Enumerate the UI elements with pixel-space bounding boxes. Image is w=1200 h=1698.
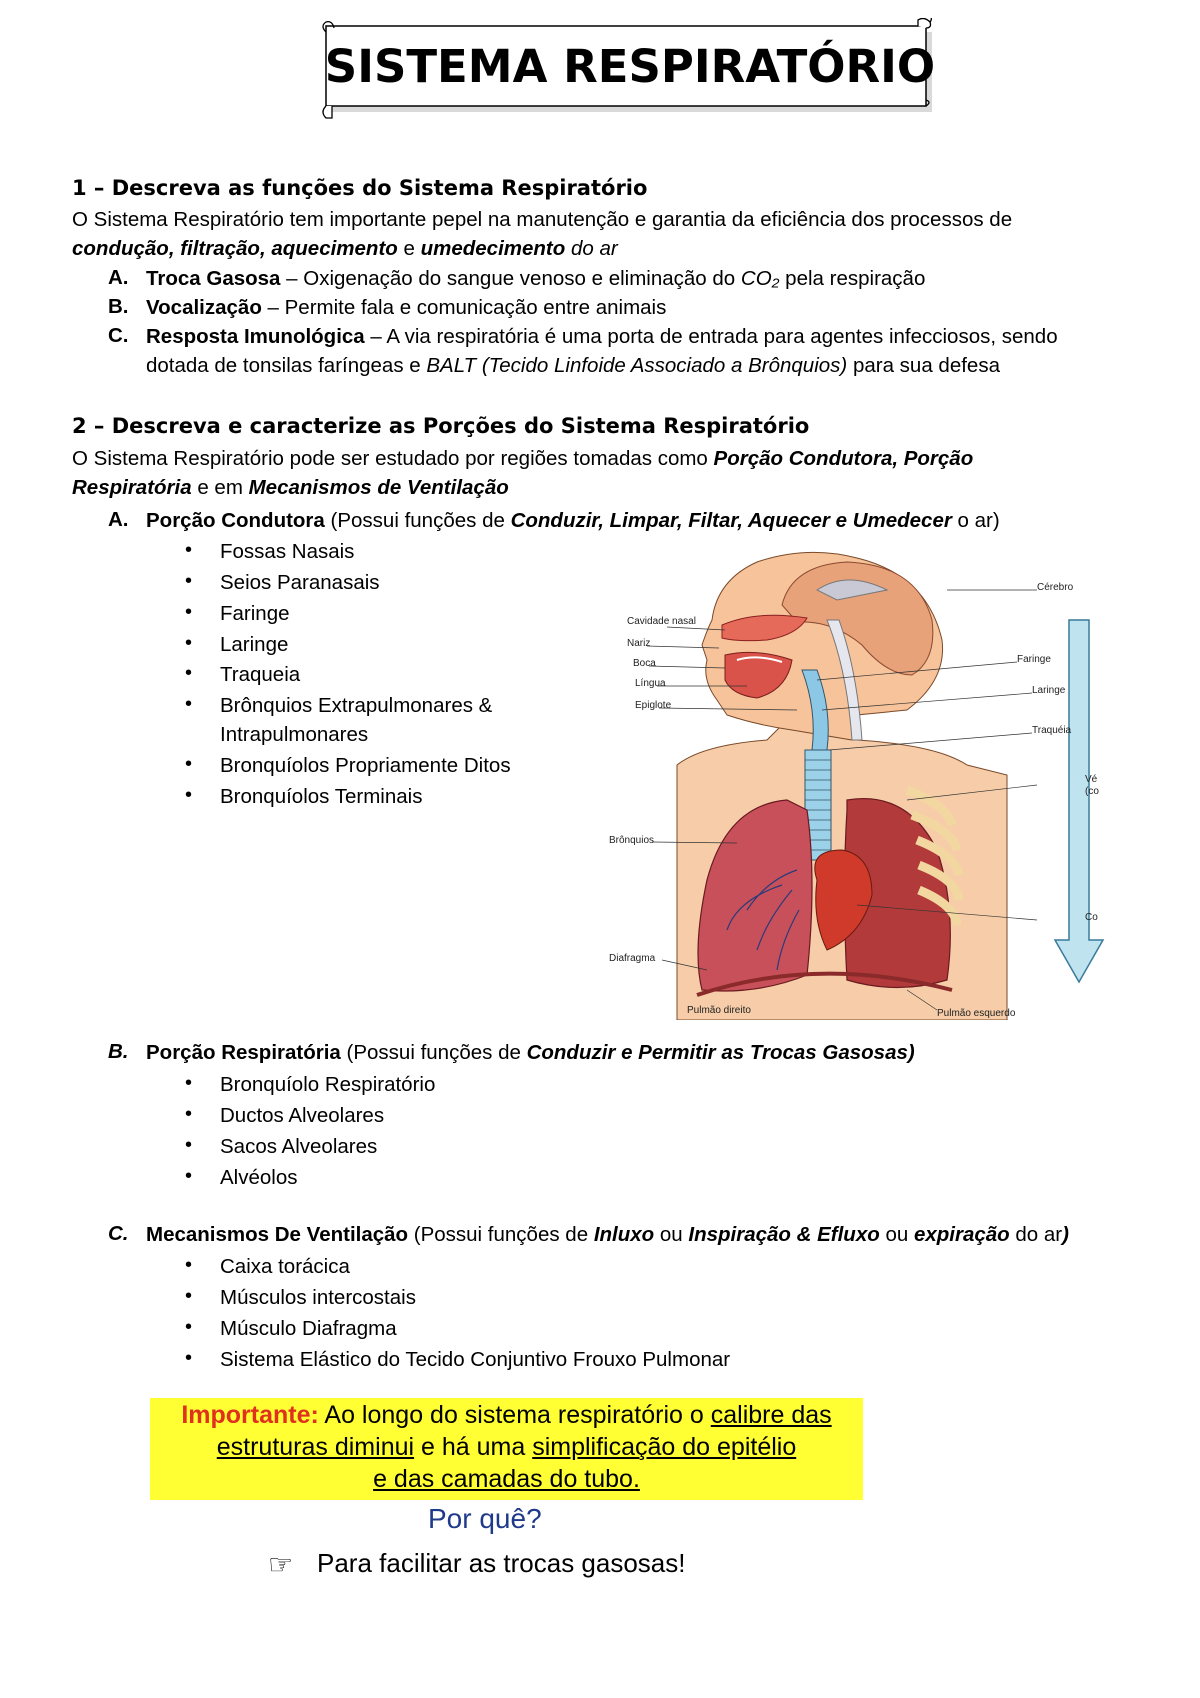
part-a-heading [146, 506, 1000, 535]
label-epiglote: Epiglote [635, 700, 672, 711]
bullet-dot: • [185, 1134, 193, 1156]
item-a-text: – Oxigenação do sangue venoso e eliminação do [280, 267, 741, 290]
part-c-close: ) [1062, 1223, 1069, 1246]
important-l2b: e há uma [414, 1433, 533, 1461]
intro-processes: condução, filtração, aquecimento [72, 237, 398, 260]
s2-intro-a: O Sistema Respiratório pode ser estudado por regiões tomadas como [72, 447, 714, 470]
item-a-title: Troca Gasosa [146, 267, 281, 290]
list-item: Sistema Elástico do Tecido Conjuntivo Frouxo Pulmonar [220, 1348, 731, 1371]
section2-heading: 2 – Descreva e caracterize as Porções do Sistema Respiratório [72, 414, 810, 438]
pointing-hand-icon: ☞ [268, 1549, 294, 1580]
important-line-1 [150, 1401, 863, 1430]
important-label: Importante: [181, 1401, 319, 1429]
bullet-dot: • [185, 1316, 193, 1338]
bullet-dot: • [185, 693, 193, 715]
list-item: Seios Paranasais [220, 571, 380, 594]
important-l2c: simplificação do epitélio [532, 1433, 797, 1461]
item-c-title: Resposta Imunológica [146, 325, 365, 348]
respiratory-anatomy-figure [607, 550, 1135, 1020]
intro-and: e [397, 237, 421, 260]
bullet-dot: • [185, 1285, 193, 1307]
list-item: Brônquios Extrapulmonares & [220, 694, 493, 717]
item-c [146, 322, 1136, 380]
list-item: Sacos Alveolares [220, 1135, 378, 1158]
label-pulmao-esquerdo: Pulmão esquerdo [937, 1008, 1016, 1019]
bullet-dot: • [185, 662, 193, 684]
item-b-title: Vocalização [146, 296, 262, 319]
label-traqueia: Traquéia [1032, 725, 1072, 736]
list-item: Caixa torácica [220, 1255, 350, 1278]
part-a-letter: A. [108, 508, 129, 531]
list-item: Fossas Nasais [220, 540, 355, 563]
part-b-heading [146, 1038, 915, 1067]
part-c-post: do ar [1009, 1223, 1063, 1246]
part-a-post: o ar) [951, 509, 1000, 532]
label-cerebro: Cérebro [1037, 582, 1074, 593]
item-a [146, 264, 925, 293]
item-c-text: – A via respiratória é uma porta de entrada para agentes infecciosos, sendo [364, 325, 1058, 348]
item-b-text: – Permite fala e comunicação entre animais [261, 296, 667, 319]
item-c-line2c: para sua defesa [847, 354, 1000, 377]
label-bronquios: Brônquios [609, 835, 655, 846]
item-c-line2a: dotada de tonsilas faríngeas e [146, 354, 427, 377]
item-a-letter: A. [108, 266, 129, 289]
s2-intro-c: Respiratória [72, 476, 192, 499]
list-item: Faringe [220, 602, 290, 625]
bullet-dot: • [185, 632, 193, 654]
bullet-dot: • [185, 1347, 193, 1369]
part-c-title: Mecanismos De Ventilação [146, 1223, 409, 1246]
item-b-letter: B. [108, 295, 129, 318]
bullet-dot: • [185, 1254, 193, 1276]
s2-intro-b: Porção Condutora, Porção [713, 447, 974, 470]
label-vertebra: Vé [1085, 774, 1098, 785]
intro-line1: O Sistema Respiratório tem importante pepel na manutenção e garantia da eficiência dos processos de [72, 208, 1013, 231]
section1-heading: 1 – Descreva as funções do Sistema Respiratório [72, 176, 648, 200]
intro-umed: umedecimento [420, 237, 566, 260]
item-c-balt: BALT (Tecido Linfoide Associado a Brônquios) [426, 354, 848, 377]
bullet-dot: • [185, 570, 193, 592]
important-callout [150, 1398, 863, 1500]
bullet-dot: • [185, 1103, 193, 1125]
bullet-dot: • [185, 539, 193, 561]
label-lingua: Língua [635, 678, 666, 689]
part-c-f3: expiração [913, 1223, 1010, 1246]
list-item-continuation: Intrapulmonares [220, 723, 369, 746]
part-b-funcs: Conduzir e Permitir as Trocas Gasosas) [526, 1041, 915, 1064]
part-a-funcs: Conduzir, Limpar, Filtar, Aquecer e Umedecer [510, 509, 952, 532]
part-a-pre: (Possui funções de [324, 509, 511, 532]
bullet-dot: • [185, 1072, 193, 1094]
item-a-tail: pela respiração [779, 267, 926, 290]
important-l1b: calibre das [710, 1401, 832, 1429]
page-title: SISTEMA RESPIRATÓRIO [324, 40, 936, 93]
part-c-f2: Inspiração & Efluxo [688, 1223, 880, 1246]
part-b-letter: B. [108, 1040, 129, 1063]
why-answer: Para facilitar as trocas gasosas! [317, 1548, 686, 1578]
list-item: Ductos Alveolares [220, 1104, 385, 1127]
list-item: Bronquíolo Respiratório [220, 1073, 436, 1096]
co2-label: CO₂ [740, 267, 780, 290]
part-b-title: Porção Respiratória [146, 1041, 341, 1064]
part-b-pre: (Possui funções de [340, 1041, 527, 1064]
part-c-heading [146, 1220, 1069, 1249]
part-c-f1: Inluxo [593, 1223, 655, 1246]
part-c-pre: (Possui funções de [408, 1223, 594, 1246]
item-b [146, 293, 666, 322]
important-l3: e das camadas do tubo. [373, 1465, 640, 1493]
bullet-dot: • [185, 753, 193, 775]
label-nariz: Nariz [627, 638, 651, 649]
why-question: Por quê? [428, 1503, 542, 1534]
bullet-dot: • [185, 601, 193, 623]
part-c-ou1: ou [654, 1223, 689, 1246]
intro-tail: do ar [565, 237, 618, 260]
bullet-dot: • [185, 784, 193, 806]
bullet-dot: • [185, 1165, 193, 1187]
list-item: Músculos intercostais [220, 1286, 416, 1309]
label-cavidade-nasal: Cavidade nasal [627, 616, 696, 627]
list-item: Bronquíolos Terminais [220, 785, 423, 808]
important-line-2 [150, 1433, 863, 1462]
part-a-title: Porção Condutora [146, 509, 325, 532]
important-line-3 [150, 1465, 863, 1494]
title-banner [318, 18, 942, 122]
important-l1a: Ao longo do sistema respiratório o [318, 1401, 711, 1429]
section2-intro [72, 444, 1132, 502]
list-item: Bronquíolos Propriamente Ditos [220, 754, 511, 777]
list-item: Alvéolos [220, 1166, 298, 1189]
part-c-ou2: ou [879, 1223, 914, 1246]
label-diafragma: Diafragma [609, 953, 656, 964]
label-coracao: Co [1085, 912, 1098, 923]
label-faringe: Faringe [1017, 654, 1051, 665]
list-item: Traqueia [220, 663, 301, 686]
s2-intro-d: e em [191, 476, 249, 499]
s2-intro-e: Mecanismos de Ventilação [248, 476, 509, 499]
important-l2a: estruturas diminui [216, 1433, 415, 1461]
section1-intro [72, 205, 1132, 263]
label-pulmao-direito: Pulmão direito [687, 1005, 751, 1016]
list-item: Laringe [220, 633, 289, 656]
list-item: Músculo Diafragma [220, 1317, 397, 1340]
label-vertebra-2: (co [1085, 786, 1099, 797]
part-c-letter: C. [108, 1222, 129, 1245]
label-laringe: Laringe [1032, 685, 1066, 696]
label-boca: Boca [633, 658, 656, 669]
item-c-letter: C. [108, 324, 129, 347]
